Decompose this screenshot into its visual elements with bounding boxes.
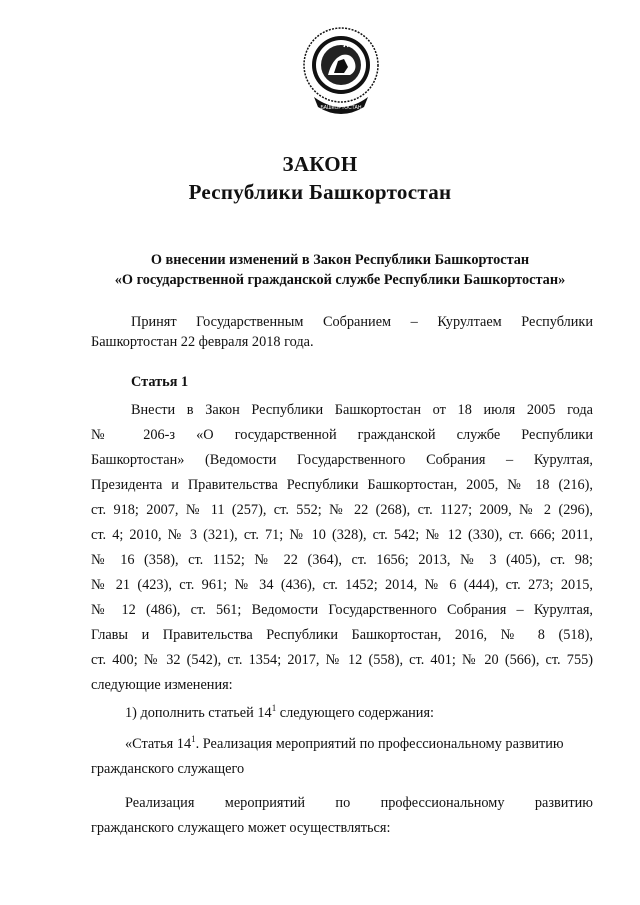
article-line: ст. 400; № 32 (542), ст. 1354; 2017, № 12 (558), ст. 401; № 20 (566), ст. 755) [91, 652, 593, 668]
document-title: ЗАКОН [282, 152, 358, 176]
article-line: ст. 4; 2010, № 3 (321), ст. 71; № 10 (328), ст. 542; № 12 (330), ст. 666; 2011, [91, 527, 593, 543]
adoption-line2: Башкортостан 22 февраля 2018 года. [91, 334, 314, 350]
document-republic: Республики Башкортостан [188, 180, 452, 204]
svg-text:БАШКОРТОСТАН: БАШКОРТОСТАН [320, 105, 362, 111]
new-article-heading-cont: гражданского служащего [91, 761, 245, 777]
new-article-title: «Статья 14 [125, 736, 192, 752]
item1-text: 1) дополнить статьей 14 [125, 705, 272, 721]
adoption-line1: Принят Государственным Собранием – Курултаем Республики [131, 314, 593, 330]
article-line: Башкортостан» (Ведомости Государственного Собрания – Курултая, [91, 452, 593, 468]
paragraph-line: гражданского служащего может осуществляться: [91, 820, 391, 836]
article-line: Президента и Правительства Республики Башкортостан, 2005, № 18 (216), [91, 477, 593, 493]
article-line: Внести в Закон Республики Башкортостан от 18 июля 2005 года [131, 402, 593, 418]
article-line: ст. 918; 2007, № 11 (257), ст. 552; № 22 (268), ст. 1127; 2009, № 2 (296), [91, 502, 593, 518]
new-article-title-end: . Реализация мероприятий по профессиональному развитию [195, 736, 564, 752]
article-line: № 21 (423), ст. 961; № 34 (436), ст. 1452; 2014, № 6 (444), ст. 273; 2015, [91, 577, 593, 593]
article-heading: Статья 1 [131, 374, 189, 390]
amendment-item1 [125, 703, 593, 723]
article-line: № 12 (486), ст. 561; Ведомости Государственного Собрания – Курултая, [91, 602, 593, 618]
article-line: следующие изменения: [91, 677, 233, 693]
article-line: № 16 (358), ст. 1152; № 22 (364), ст. 1656; 2013, № 3 (405), ст. 98; [91, 552, 593, 568]
article-line: Главы и Правительства Республики Башкортостан, 2016, № 8 (518), [91, 627, 593, 643]
paragraph-line: Реализация мероприятий по профессиональному развитию [125, 795, 593, 811]
article-line: № 206-з «О государственной гражданской службе Республики [91, 427, 593, 443]
new-article-heading [125, 734, 595, 754]
item1-superscript: 1 [271, 703, 277, 714]
law-subtitle-line1: О внесении изменений в Закон Республики Башкортостан [150, 252, 530, 268]
item1-text-end: следующего содержания: [276, 705, 435, 721]
new-article-superscript: 1 [191, 734, 196, 745]
coat-of-arms-icon [300, 25, 382, 121]
law-subtitle-line2: «О государственной гражданской службе Республики Башкортостан» [114, 272, 566, 288]
